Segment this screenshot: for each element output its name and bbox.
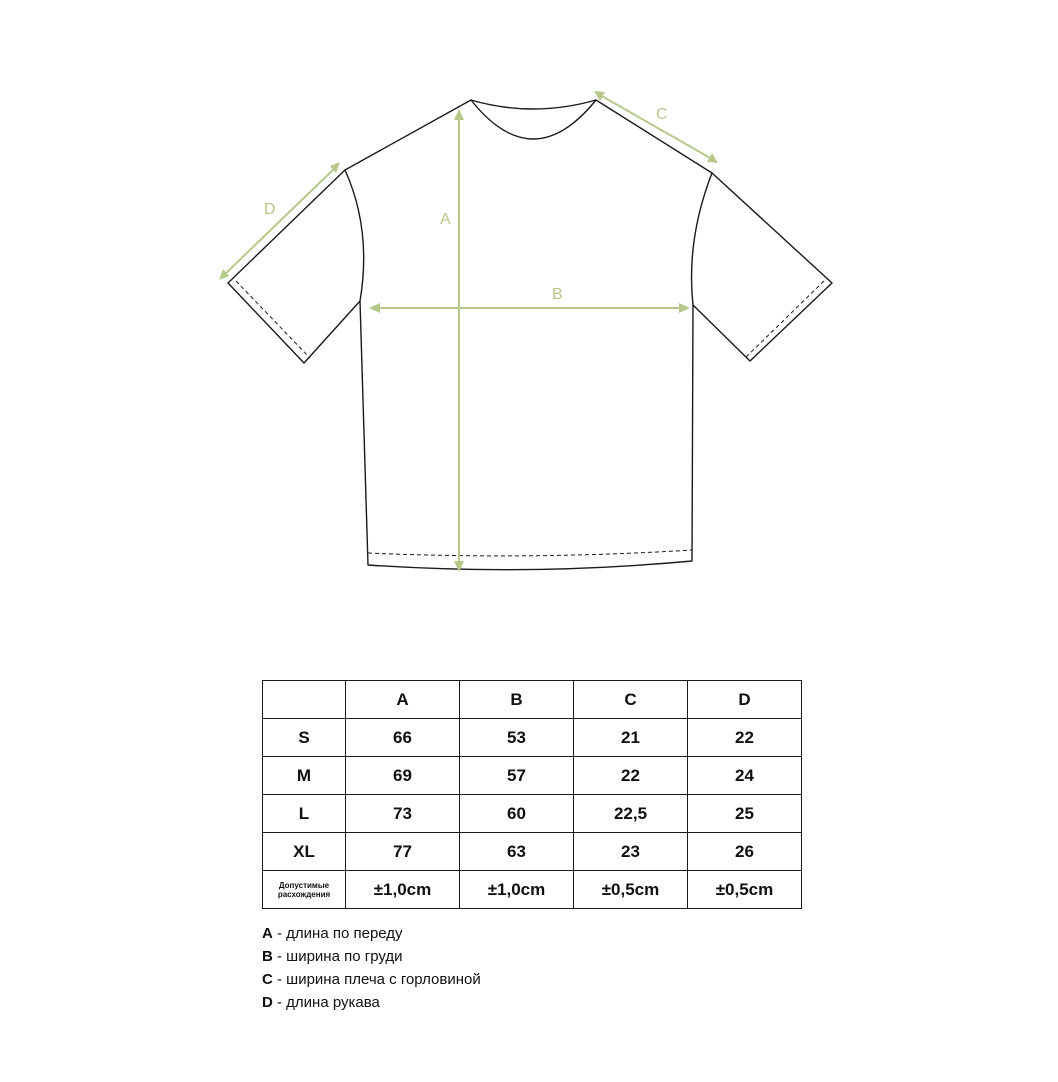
- size-label: L: [263, 795, 346, 833]
- value-a: 66: [346, 719, 460, 757]
- collar-inner: [471, 100, 596, 109]
- legend-text: - ширина по груди: [272, 948, 403, 965]
- tolerance-label-line1: Допустимые: [278, 880, 330, 890]
- measurement-a-label: A: [440, 211, 451, 228]
- right-armhole-line: [692, 173, 712, 305]
- body-hem-stitch: [368, 550, 692, 556]
- tolerance-row: [263, 871, 802, 909]
- value-a: 77: [346, 833, 460, 871]
- value-d: 22: [688, 719, 802, 757]
- tolerance-label-line2: расхождения: [277, 889, 331, 899]
- tshirt-outline: [228, 100, 832, 570]
- table-header-c: C: [574, 681, 688, 719]
- legend-item: [262, 945, 481, 968]
- tolerance-d: ±0,5cm: [688, 871, 802, 909]
- legend-item: [262, 968, 481, 991]
- table-row: [263, 795, 802, 833]
- table-header-row: [263, 681, 802, 719]
- legend-key: D: [262, 994, 273, 1011]
- table-header-b: B: [460, 681, 574, 719]
- measurement-a: [440, 109, 464, 572]
- measurement-d-label: D: [264, 201, 276, 218]
- left-armhole-line: [345, 170, 364, 301]
- legend-text: - длина по переду: [272, 925, 403, 942]
- value-b: 60: [460, 795, 574, 833]
- measurement-b: [369, 286, 690, 313]
- left-sleeve-hem-stitch: [236, 281, 310, 358]
- value-d: 24: [688, 757, 802, 795]
- size-label: S: [263, 719, 346, 757]
- measurement-c-label: C: [656, 106, 668, 123]
- table-row: [263, 833, 802, 871]
- value-c: 21: [574, 719, 688, 757]
- legend-text: - ширина плеча с горловиной: [272, 971, 481, 988]
- tolerance-c: ±0,5cm: [574, 871, 688, 909]
- collar-outer: [471, 100, 596, 139]
- table-header-corner: [263, 681, 346, 719]
- size-chart-table: [262, 680, 802, 909]
- value-d: 26: [688, 833, 802, 871]
- value-a: 73: [346, 795, 460, 833]
- legend-item: [262, 922, 481, 945]
- value-b: 63: [460, 833, 574, 871]
- measurement-d: [219, 162, 340, 280]
- table-row: [263, 757, 802, 795]
- value-b: 57: [460, 757, 574, 795]
- table-header-d: D: [688, 681, 802, 719]
- value-c: 22: [574, 757, 688, 795]
- value-d: 25: [688, 795, 802, 833]
- measurement-c: [594, 91, 718, 163]
- legend-key: C: [262, 971, 273, 988]
- table-row: [263, 719, 802, 757]
- right-sleeve-hem-stitch: [745, 281, 824, 358]
- legend-text: - длина рукава: [272, 994, 380, 1011]
- legend-item: [262, 991, 481, 1014]
- value-b: 53: [460, 719, 574, 757]
- value-c: 23: [574, 833, 688, 871]
- legend-key: B: [262, 948, 273, 965]
- size-label: XL: [263, 833, 346, 871]
- measurement-b-label: B: [552, 286, 563, 303]
- size-label: M: [263, 757, 346, 795]
- value-c: 22,5: [574, 795, 688, 833]
- measurement-legend: [262, 922, 481, 1014]
- table-header-a: A: [346, 681, 460, 719]
- tolerance-label: [263, 871, 346, 909]
- tolerance-b: ±1,0cm: [460, 871, 574, 909]
- tolerance-a: ±1,0cm: [346, 871, 460, 909]
- legend-key: A: [262, 925, 273, 942]
- value-a: 69: [346, 757, 460, 795]
